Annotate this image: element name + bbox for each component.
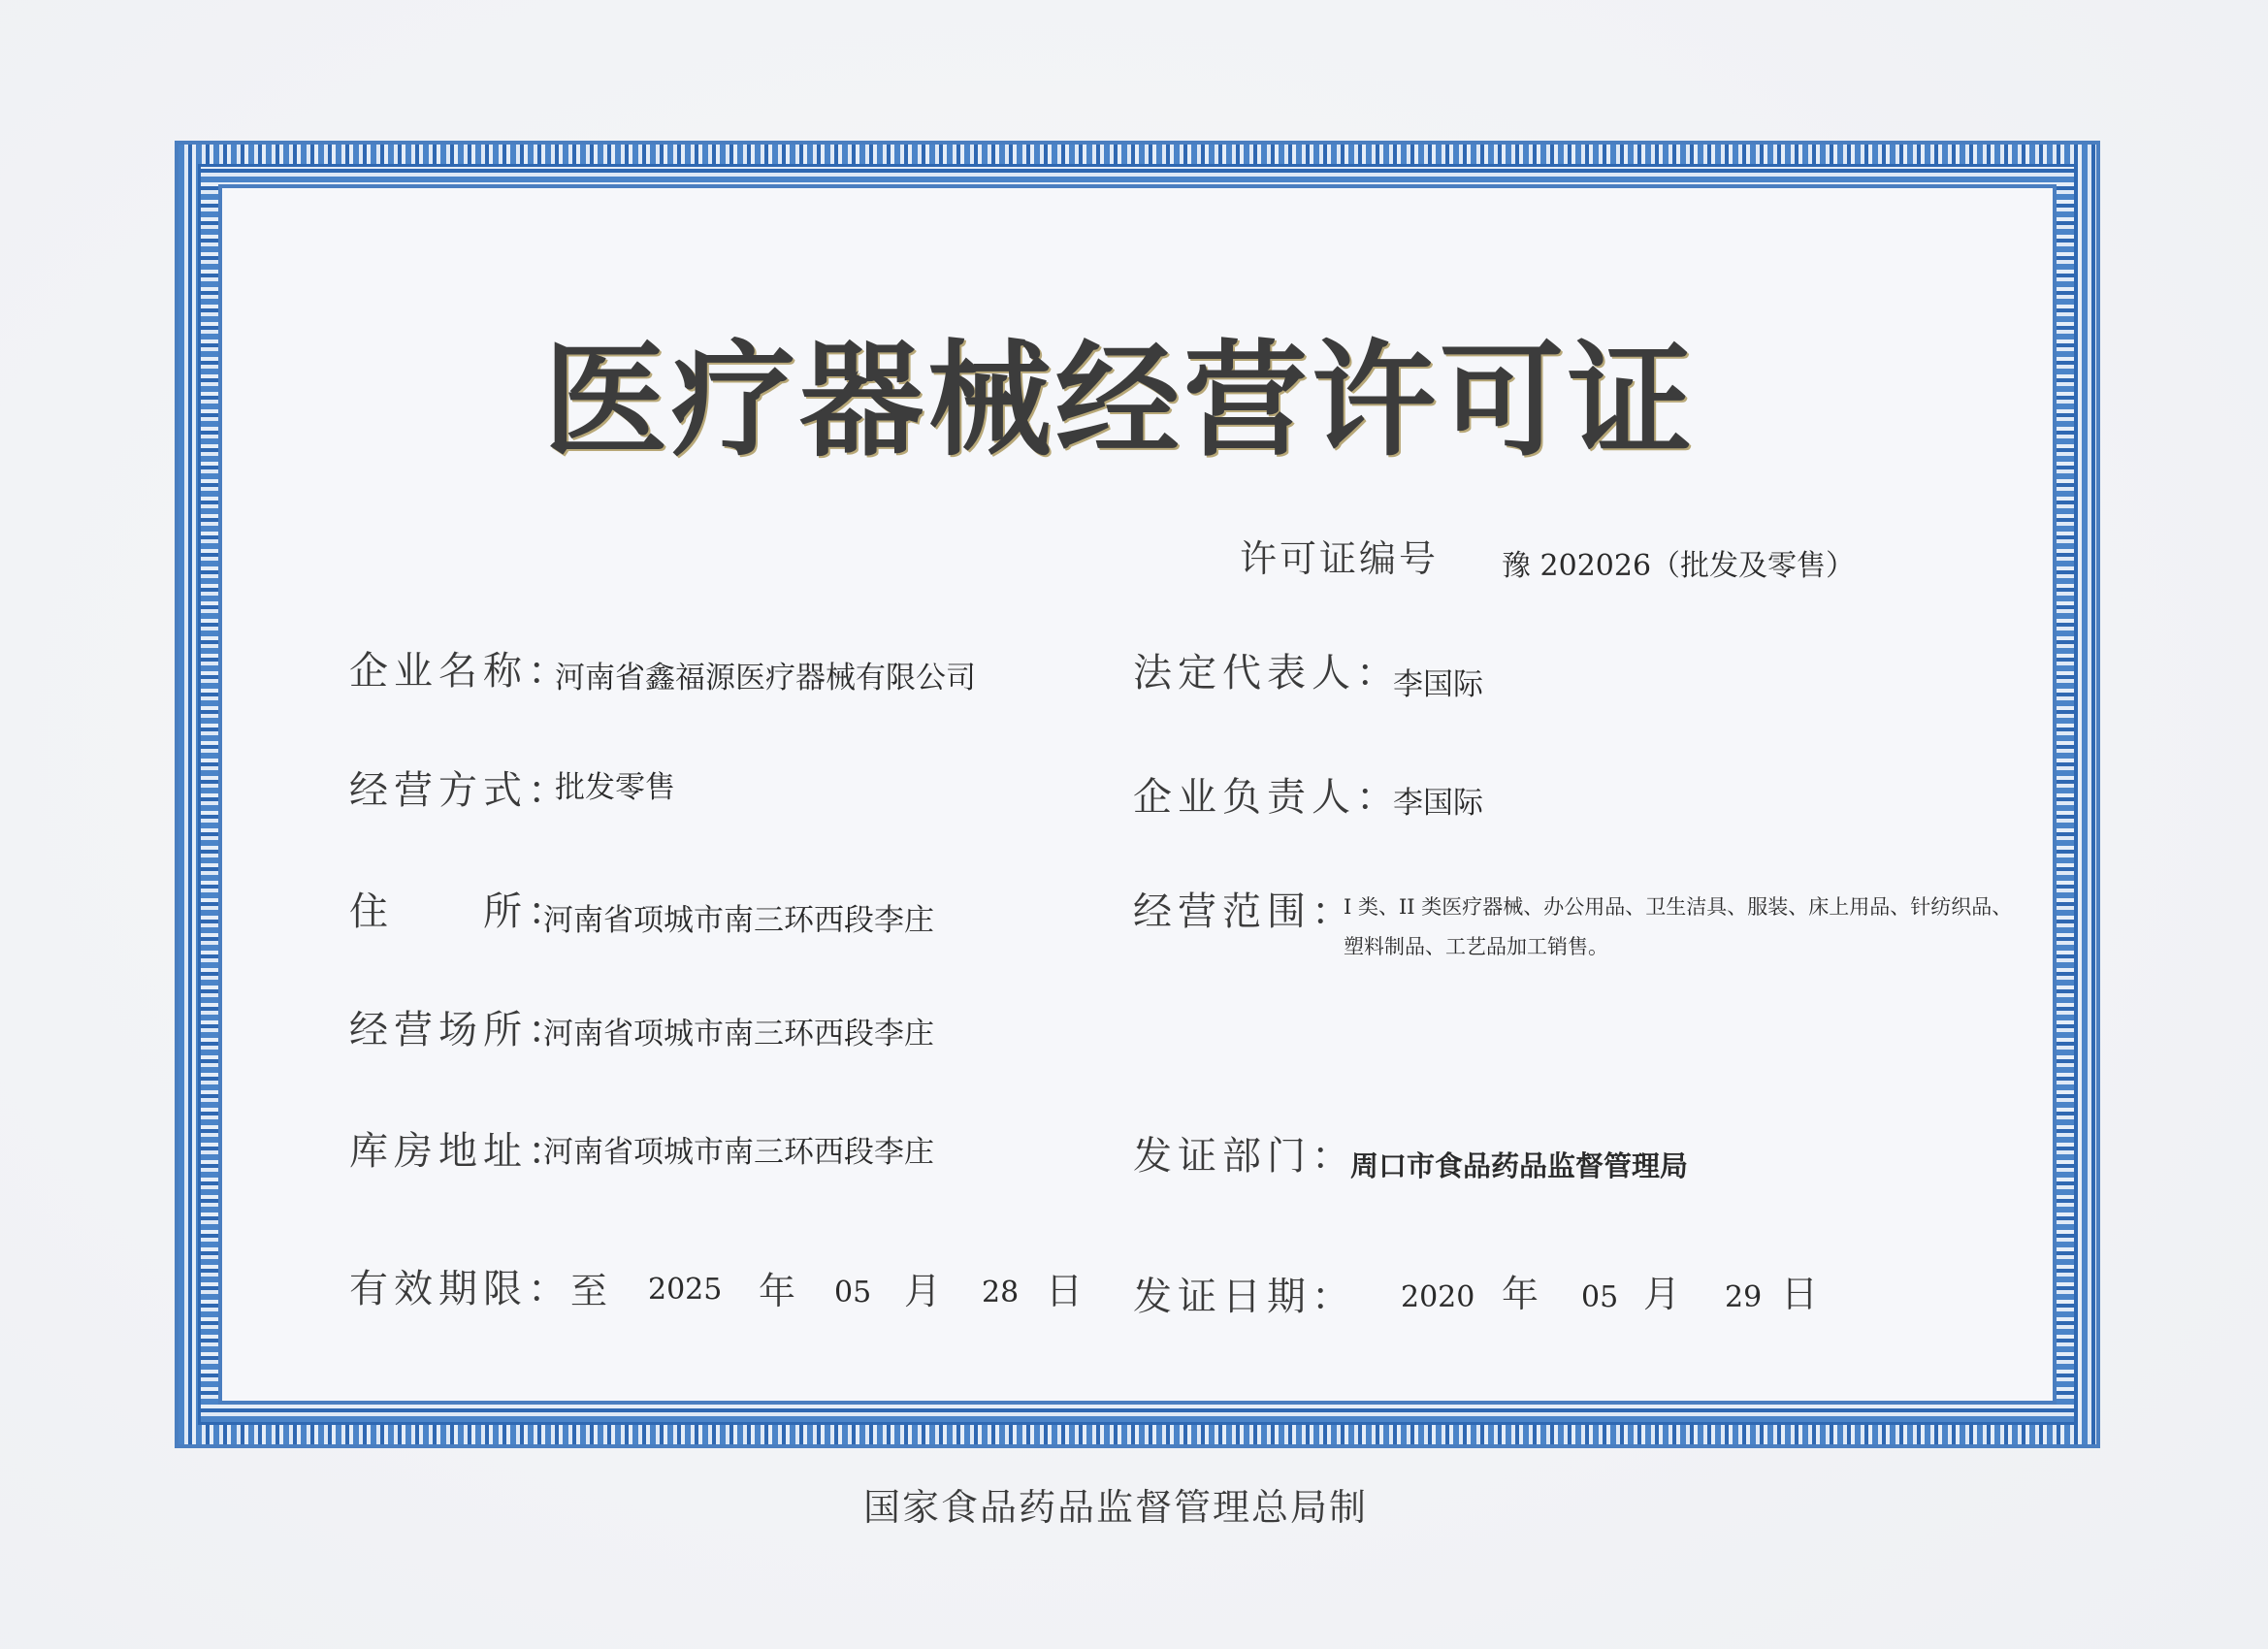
- business-site-label: 经营场所：: [349, 1008, 572, 1052]
- validity-label: 有效期限：: [349, 1267, 572, 1311]
- validity-prefix: 至: [570, 1270, 608, 1312]
- issue-date-label: 发证日期：: [1133, 1275, 1356, 1319]
- business-site-value: 河南省项城市南三环西段李庄: [543, 1017, 934, 1051]
- legal-rep-value: 李国际: [1393, 667, 1483, 702]
- issue-date-month-unit: 月: [1643, 1273, 1681, 1315]
- issue-date-day: 29: [1725, 1280, 1763, 1314]
- validity-month-unit: 月: [904, 1270, 942, 1312]
- license-number-label: 许可证编号: [1240, 537, 1440, 580]
- scope-label: 经营范围：: [1133, 889, 1356, 934]
- company-name-label: 企业名称：: [349, 649, 572, 694]
- responsible-value: 李国际: [1393, 786, 1483, 821]
- business-mode-value: 批发零售: [555, 770, 675, 805]
- issue-date-day-unit: 日: [1781, 1273, 1819, 1315]
- issue-date-year: 2020: [1401, 1280, 1475, 1314]
- scope-value: I 类、II 类医疗器械、办公用品、卫生洁具、服装、床上用品、针纺织品、塑料制品、工艺品加工销售。: [1344, 895, 2013, 958]
- footer-issuer-note: 国家食品药品监督管理总局制: [863, 1486, 1369, 1529]
- validity-month: 05: [834, 1276, 872, 1310]
- validity-year-unit: 年: [759, 1270, 796, 1312]
- license-number-value: 豫 202026（批发及零售）: [1502, 549, 1856, 583]
- validity-day: 28: [982, 1276, 1020, 1310]
- legal-rep-label: 法定代表人：: [1133, 651, 1401, 695]
- validity-day-unit: 日: [1046, 1270, 1084, 1312]
- issuer-label: 发证部门：: [1133, 1134, 1356, 1179]
- business-mode-label: 经营方式：: [349, 768, 572, 813]
- issuer-value: 周口市食品药品监督管理局: [1350, 1149, 1689, 1182]
- warehouse-label: 库房地址：: [349, 1129, 572, 1174]
- validity-year: 2025: [648, 1273, 723, 1307]
- issue-date-month: 05: [1581, 1280, 1619, 1314]
- responsible-label: 企业负责人：: [1133, 775, 1401, 820]
- issue-date-year-unit: 年: [1502, 1273, 1539, 1315]
- certificate-title: 医疗器械经营许可证: [543, 329, 1697, 473]
- residence-label: 住 所：: [349, 889, 572, 934]
- warehouse-value: 河南省项城市南三环西段李庄: [543, 1135, 934, 1170]
- residence-value: 河南省项城市南三环西段李庄: [543, 903, 934, 938]
- company-name-value: 河南省鑫福源医疗器械有限公司: [555, 661, 976, 695]
